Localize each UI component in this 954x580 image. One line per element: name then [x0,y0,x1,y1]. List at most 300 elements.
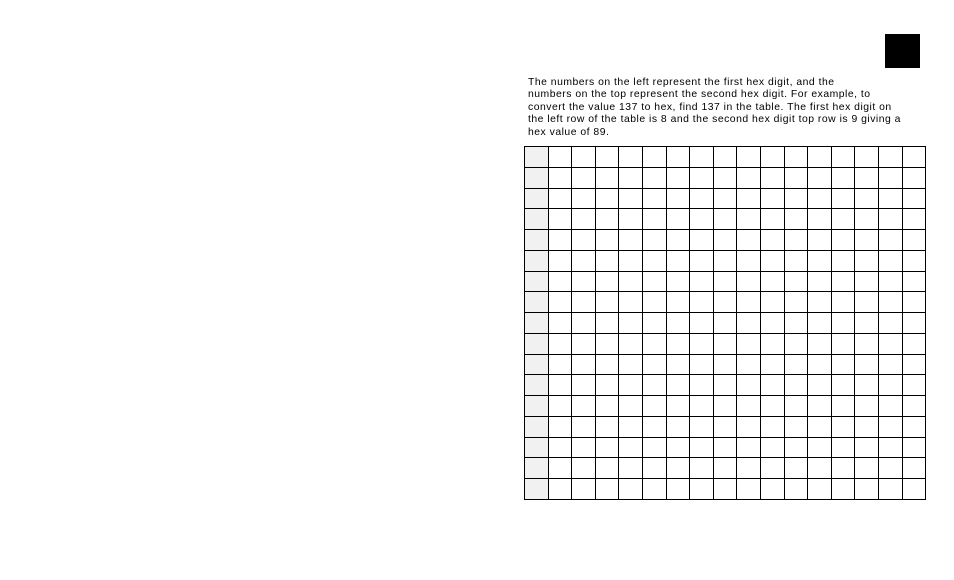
table-cell [595,437,619,458]
table-cell [855,271,879,292]
table-cell [642,416,666,437]
table-cell [548,375,572,396]
table-cell [572,375,596,396]
table-cell [737,354,761,375]
table-cell [808,333,832,354]
table-cell [595,230,619,251]
table-cell [855,292,879,313]
table-cell [784,416,808,437]
table-cell [666,458,690,479]
row-header-cell [525,313,549,334]
table-cell [619,313,643,334]
table-cell [831,313,855,334]
table-cell [595,416,619,437]
column-header-cell [808,147,832,168]
table-cell [666,375,690,396]
table-cell [760,292,784,313]
table-cell [548,209,572,230]
table-cell [642,479,666,500]
table-cell [902,209,926,230]
table-cell [642,230,666,251]
table-cell [548,437,572,458]
table-cell [619,250,643,271]
table-cell [666,230,690,251]
table-cell [831,250,855,271]
table-cell [737,396,761,417]
table-cell [878,396,902,417]
table-cell [878,188,902,209]
table-cell [619,167,643,188]
table-cell [642,375,666,396]
table-cell [902,167,926,188]
table-cell [666,292,690,313]
table-cell [760,188,784,209]
table-cell [902,416,926,437]
row-header-cell [525,437,549,458]
table-cell [808,209,832,230]
table-cell [572,333,596,354]
table-cell [808,396,832,417]
row-header-cell [525,167,549,188]
table-cell [572,313,596,334]
table-cell [666,271,690,292]
table-cell [902,313,926,334]
row-header-cell [525,375,549,396]
table-cell [831,354,855,375]
table-cell [713,354,737,375]
table-cell [713,333,737,354]
column-header-cell [878,147,902,168]
table-cell [855,333,879,354]
table-row [525,333,926,354]
table-cell [760,354,784,375]
table-cell [690,230,714,251]
table-cell [902,250,926,271]
table-cell [902,333,926,354]
table-cell [642,354,666,375]
table-cell [760,396,784,417]
table-cell [713,375,737,396]
table-cell [878,313,902,334]
table-cell [713,416,737,437]
table-cell [548,271,572,292]
table-cell [690,313,714,334]
table-cell [831,271,855,292]
table-cell [831,188,855,209]
table-cell [855,209,879,230]
table-cell [878,458,902,479]
table-cell [572,167,596,188]
table-cell [572,437,596,458]
table-cell [548,333,572,354]
table-row [525,313,926,334]
table-cell [784,354,808,375]
table-cell [690,458,714,479]
table-cell [737,209,761,230]
table-cell [642,333,666,354]
table-cell [595,396,619,417]
table-cell [666,167,690,188]
table-cell [690,396,714,417]
table-cell [808,167,832,188]
table-cell [690,271,714,292]
table-cell [784,167,808,188]
table-cell [619,354,643,375]
table-cell [902,230,926,251]
table-cell [737,292,761,313]
row-header-cell [525,416,549,437]
row-header-cell [525,271,549,292]
table-cell [737,479,761,500]
table-cell [855,167,879,188]
table-cell [760,167,784,188]
table-cell [878,250,902,271]
table-cell [572,250,596,271]
table-cell [548,458,572,479]
table-cell [572,458,596,479]
table-cell [737,188,761,209]
table-cell [760,437,784,458]
row-header-cell [525,354,549,375]
table-cell [878,479,902,500]
table-cell [784,333,808,354]
table-cell [855,479,879,500]
table-cell [737,167,761,188]
table-cell [619,209,643,230]
table-cell [666,250,690,271]
table-row [525,354,926,375]
column-header-cell [855,147,879,168]
table-cell [808,458,832,479]
table-cell [595,188,619,209]
table-cell [784,271,808,292]
table-cell [548,354,572,375]
table-cell [902,292,926,313]
table-cell [713,250,737,271]
table-cell [808,416,832,437]
table-cell [878,354,902,375]
row-header-cell [525,230,549,251]
table-cell [831,375,855,396]
table-cell [760,209,784,230]
table-cell [784,437,808,458]
table-cell [831,333,855,354]
table-row [525,458,926,479]
table-cell [737,250,761,271]
table-cell [619,292,643,313]
table-cell [737,230,761,251]
table-cell [666,479,690,500]
table-cell [595,292,619,313]
table-cell [713,209,737,230]
table-cell [548,416,572,437]
table-cell [572,271,596,292]
table-cell [690,333,714,354]
table-cell [713,458,737,479]
table-cell [595,479,619,500]
table-cell [831,292,855,313]
table-row [525,375,926,396]
table-cell [760,313,784,334]
table-cell [808,313,832,334]
table-cell [666,188,690,209]
table-cell [878,271,902,292]
table-cell [855,313,879,334]
table-cell [784,375,808,396]
table-cell [572,396,596,417]
table-cell [808,250,832,271]
column-header-cell [713,147,737,168]
table-cell [831,230,855,251]
table-cell [666,209,690,230]
table-cell [548,396,572,417]
table-cell [548,188,572,209]
table-cell [808,479,832,500]
row-header-cell [525,333,549,354]
table-row [525,479,926,500]
table-cell [737,313,761,334]
table-cell [548,313,572,334]
table-cell [619,396,643,417]
table-cell [760,458,784,479]
table-cell [619,230,643,251]
column-header-cell [572,147,596,168]
table-cell [831,167,855,188]
row-header-cell [525,479,549,500]
table-cell [760,416,784,437]
table-cell [619,271,643,292]
table-cell [784,230,808,251]
table-cell [808,271,832,292]
table-cell [595,458,619,479]
table-cell [619,437,643,458]
table-cell [855,416,879,437]
table-cell [642,292,666,313]
table-cell [808,230,832,251]
table-cell [548,292,572,313]
table-cell [713,271,737,292]
table-row [525,292,926,313]
table-cell [666,437,690,458]
table-cell [902,396,926,417]
table-cell [690,167,714,188]
table-cell [642,271,666,292]
table-cell [831,416,855,437]
table-cell [642,458,666,479]
table-cell [855,375,879,396]
table-cell [666,416,690,437]
table-cell [690,292,714,313]
table-row [525,416,926,437]
table-cell [642,313,666,334]
table-cell [666,333,690,354]
table-cell [619,188,643,209]
row-header-cell [525,209,549,230]
column-header-cell [784,147,808,168]
table-row [525,230,926,251]
table-row [525,250,926,271]
row-header-cell [525,188,549,209]
table-cell [642,188,666,209]
table-cell [690,250,714,271]
column-header-cell [642,147,666,168]
table-cell [808,292,832,313]
table-cell [855,188,879,209]
table-cell [737,333,761,354]
table-cell [713,230,737,251]
table-cell [642,396,666,417]
table-cell [690,437,714,458]
table-cell [713,167,737,188]
table-cell [666,354,690,375]
table-cell [690,354,714,375]
table-cell [572,209,596,230]
table-cell [595,375,619,396]
table-cell [784,396,808,417]
hex-conversion-table [524,146,926,500]
table-cell [595,167,619,188]
table-cell [619,333,643,354]
table-cell [878,292,902,313]
table-cell [784,209,808,230]
table-cell [713,188,737,209]
column-header-cell [831,147,855,168]
table-cell [808,188,832,209]
column-header-cell [666,147,690,168]
table-cell [666,313,690,334]
table-row [525,167,926,188]
table-cell [737,458,761,479]
table-cell [855,230,879,251]
table-corner-cell [525,147,549,168]
table-cell [642,437,666,458]
table-cell [548,479,572,500]
table-cell [572,230,596,251]
table-cell [878,437,902,458]
column-header-cell [690,147,714,168]
table-cell [595,354,619,375]
table-cell [902,188,926,209]
column-header-cell [548,147,572,168]
table-cell [784,479,808,500]
table-row [525,271,926,292]
table-cell [572,416,596,437]
row-header-cell [525,250,549,271]
table-cell [831,479,855,500]
table-cell [808,354,832,375]
table-cell [784,250,808,271]
table-row [525,396,926,417]
table-cell [855,437,879,458]
table-header-row [525,147,926,168]
table-cell [737,437,761,458]
table-cell [784,458,808,479]
table-cell [548,230,572,251]
table-cell [808,437,832,458]
table-cell [619,416,643,437]
table-cell [548,167,572,188]
table-cell [878,167,902,188]
table-cell [831,437,855,458]
table-cell [619,458,643,479]
table-cell [784,313,808,334]
table-cell [642,167,666,188]
table-cell [595,250,619,271]
row-header-cell [525,292,549,313]
column-header-cell [760,147,784,168]
table-cell [572,479,596,500]
table-cell [666,396,690,417]
table-cell [902,375,926,396]
table-cell [902,479,926,500]
table-cell [713,437,737,458]
table-cell [619,375,643,396]
table-cell [878,416,902,437]
table-cell [619,479,643,500]
table-cell [878,375,902,396]
table-cell [690,416,714,437]
page-tab-marker [885,34,920,68]
table-cell [737,375,761,396]
table-cell [902,458,926,479]
table-cell [902,437,926,458]
table-cell [760,250,784,271]
table-cell [713,396,737,417]
hex-table-body [525,147,926,500]
table-row [525,188,926,209]
intro-paragraph: The numbers on the left represent the first hex digit, and the numbers on the top represent the second hex digit. For example, to convert the value 137 to hex, find 137 in the table. The first hex digit on the left row of the table is 8 and the second hex digit top row is 9 giving a hex value of 89. [528,77,901,138]
table-cell [572,188,596,209]
table-cell [855,250,879,271]
table-cell [690,188,714,209]
table-cell [902,271,926,292]
table-cell [737,416,761,437]
table-row [525,437,926,458]
table-cell [878,333,902,354]
table-cell [642,250,666,271]
table-cell [760,479,784,500]
table-cell [690,479,714,500]
column-header-cell [619,147,643,168]
table-cell [760,271,784,292]
row-header-cell [525,458,549,479]
table-cell [784,292,808,313]
table-cell [572,292,596,313]
table-row [525,209,926,230]
table-cell [831,396,855,417]
table-cell [737,271,761,292]
table-cell [808,375,832,396]
table-cell [855,354,879,375]
table-cell [784,188,808,209]
table-cell [595,313,619,334]
table-cell [595,209,619,230]
table-cell [760,375,784,396]
table-cell [713,313,737,334]
table-cell [690,209,714,230]
table-cell [855,396,879,417]
table-cell [690,375,714,396]
table-cell [595,333,619,354]
table-cell [760,230,784,251]
column-header-cell [595,147,619,168]
table-cell [713,292,737,313]
table-cell [642,209,666,230]
table-cell [760,333,784,354]
table-cell [878,209,902,230]
column-header-cell [737,147,761,168]
table-cell [831,209,855,230]
